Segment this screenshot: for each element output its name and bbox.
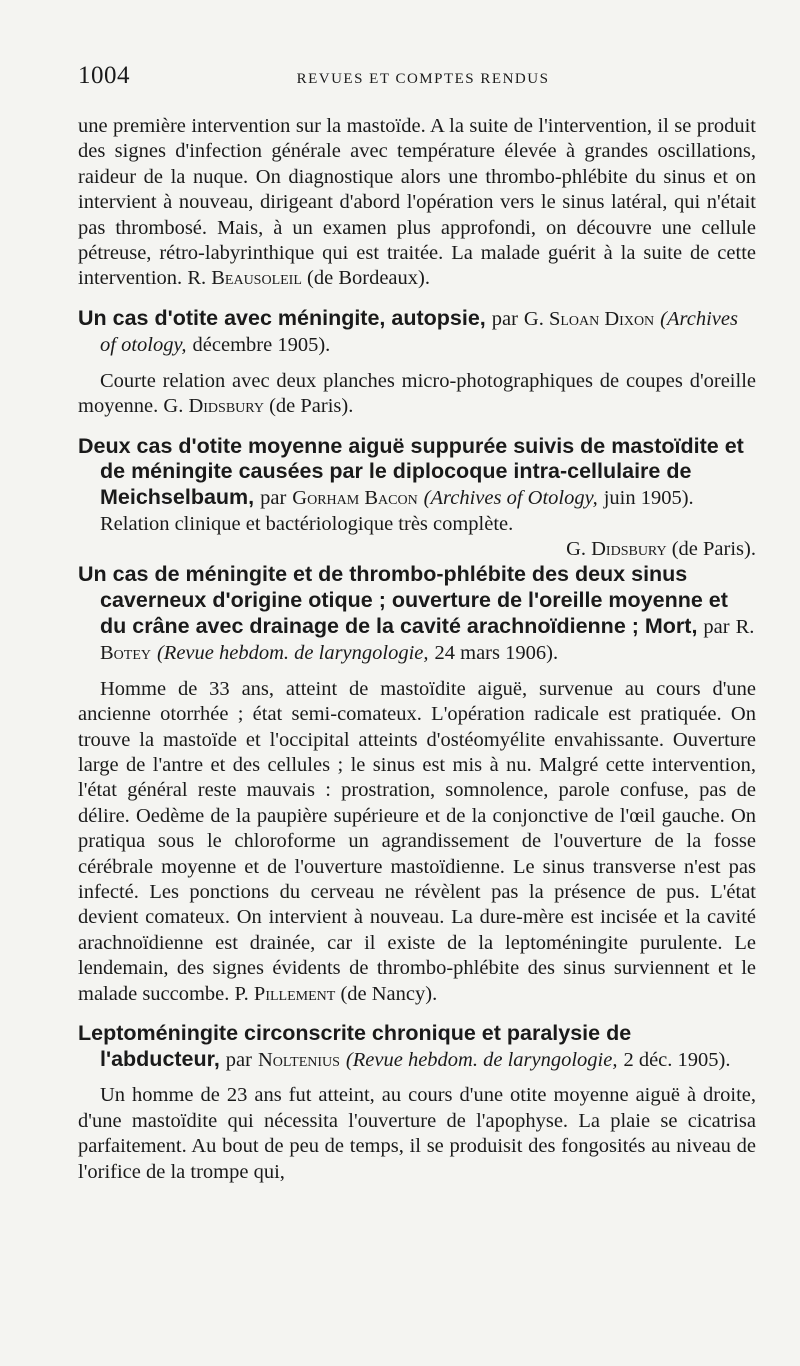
signature-place: (de Nancy). bbox=[340, 982, 438, 1005]
review-journal: (Archives of otology, bbox=[100, 307, 738, 357]
signature-name: G. Didsbury bbox=[566, 538, 667, 561]
review-date: décembre 1905). bbox=[192, 334, 331, 357]
signature-name: G. Didsbury bbox=[163, 395, 264, 418]
signature-place: (de Bordeaux). bbox=[307, 267, 430, 290]
signature-name: P. Pillement bbox=[234, 982, 336, 1005]
review-journal: (Revue hebdom. de laryngologie, bbox=[345, 1048, 618, 1071]
review-body: Courte relation avec deux planches micro-photographiques de coupes d'oreille moyenne. G. Didsbury (de Paris). bbox=[78, 370, 756, 418]
review-title: Leptoméningite circonscrite chronique et paralysie de l'abducteur, par Noltenius (Revue hebdom. de laryngologie, 2 déc. 1905). bbox=[78, 1021, 731, 1071]
page-number: 1004 bbox=[78, 62, 130, 89]
signature-place: (de Paris). bbox=[671, 538, 756, 561]
review-item bbox=[78, 1021, 756, 1185]
signature-place: (de Paris). bbox=[269, 395, 354, 418]
review-body: Un homme de 23 ans fut atteint, au cours d'une otite moyenne aiguë à droite, d'une mastoïdite qui nécessita l'ouverture de l'apophyse. La plaie se cicatrisa parfaitement. Au bout de peu de temps, il se produisit des fongosités au niveau de l'orifice de la trompe qui, bbox=[78, 1084, 756, 1183]
review-item bbox=[78, 434, 756, 563]
review-date: 2 déc. 1905). bbox=[623, 1048, 731, 1071]
review-item bbox=[78, 562, 756, 1007]
review-journal: (Revue hebdom. de laryngologie, bbox=[156, 642, 429, 665]
review-author: G. Sloan Dixon bbox=[523, 307, 655, 330]
review-title: Deux cas d'otite moyenne aiguë suppurée suivis de mastoïdite et de méningite causées par le diplocoque intra-cellulaire de Meichselbaum, par Gorham Bacon (Archives of Otology, juin 1905). bbox=[78, 433, 744, 510]
review-item bbox=[78, 306, 756, 420]
review-title: Un cas de méningite et de thrombo-phlébite des deux sinus caverneux d'origine otique ; ouverture de l'oreille moyenne et du crâne avec drainage de la cavité arachnoïdienne ; Mort, par R. Botey (Revue hebdom. de laryngologie, 24 mars 1906). bbox=[78, 562, 755, 665]
review-continued bbox=[78, 114, 756, 292]
running-head bbox=[78, 62, 756, 102]
review-body: Homme de 33 ans, atteint de mastoïdite aiguë, survenue au cours d'une ancienne otorrhée ; état semi-comateux. L'opération radicale est pratiquée. On trouve la mastoïde et l'occipital atteints d'ostéomyélite envahissante. Ouverture large de l'antre et des cellules ; le sinus est mis à nu. Malgré cette intervention, l'état général reste mauvais : prostration, somnolence, parole confuse, pas de délire. Oedème de la paupière supérieure et de la conjonctive de l'œil gauche. On pratiqua sous le chloroforme un agrandissement de l'ouverture de la fosse cérébrale moyenne et de l'ouverture mastoïdienne. Le sinus transverse n'est pas infecté. Les ponctions du cerveau ne révèlent pas la présence de pus. L'état devient comateux. On intervient à nouveau. La dure-mère est incisée et la cavité arachnoïdienne est drainée, car il existe de la leptoméningite purulente. Le lendemain, des signes évidents de thrombo-phlébite des sinus surviennent et le malade succombe. P. Pillement (de Nancy). bbox=[78, 677, 756, 1005]
review-author: Noltenius bbox=[257, 1048, 340, 1071]
review-date: 24 mars 1906). bbox=[434, 642, 559, 665]
review-title: Un cas d'otite avec méningite, autopsie, par G. Sloan Dixon (Archives of otology, décembre 1905). bbox=[78, 305, 738, 357]
review-journal: (Archives of Otology, bbox=[423, 487, 598, 510]
review-body: Relation clinique et bactériologique très complète. bbox=[100, 512, 514, 535]
review-date: juin 1905). bbox=[603, 487, 694, 510]
review-signature bbox=[78, 537, 756, 562]
running-title: REVUES ET COMPTES RENDUS bbox=[296, 71, 550, 87]
signature-name: R. Beausoleil bbox=[187, 267, 302, 290]
review-body: une première intervention sur la mastoïde. A la suite de l'intervention, il se produit des signes d'infection générale avec température élevée à grandes oscillations, raideur de la nuque. On diagnostique alors une thrombo-phlébite du sinus et on intervient à nouveau, dirigeant d'abord l'opération vers le sinus latéral, qui n'était pas thrombosé. Mais, à un examen plus approfondi, on découvre une cellule pétreuse, rétro-labyrinthique qui est traitée. La malade guérit à la suite de cette intervention. R. Beausoleil (de Bordeaux). bbox=[78, 115, 756, 290]
review-author: Gorham Bacon bbox=[292, 487, 418, 510]
review-author: R. Botey bbox=[100, 615, 755, 665]
